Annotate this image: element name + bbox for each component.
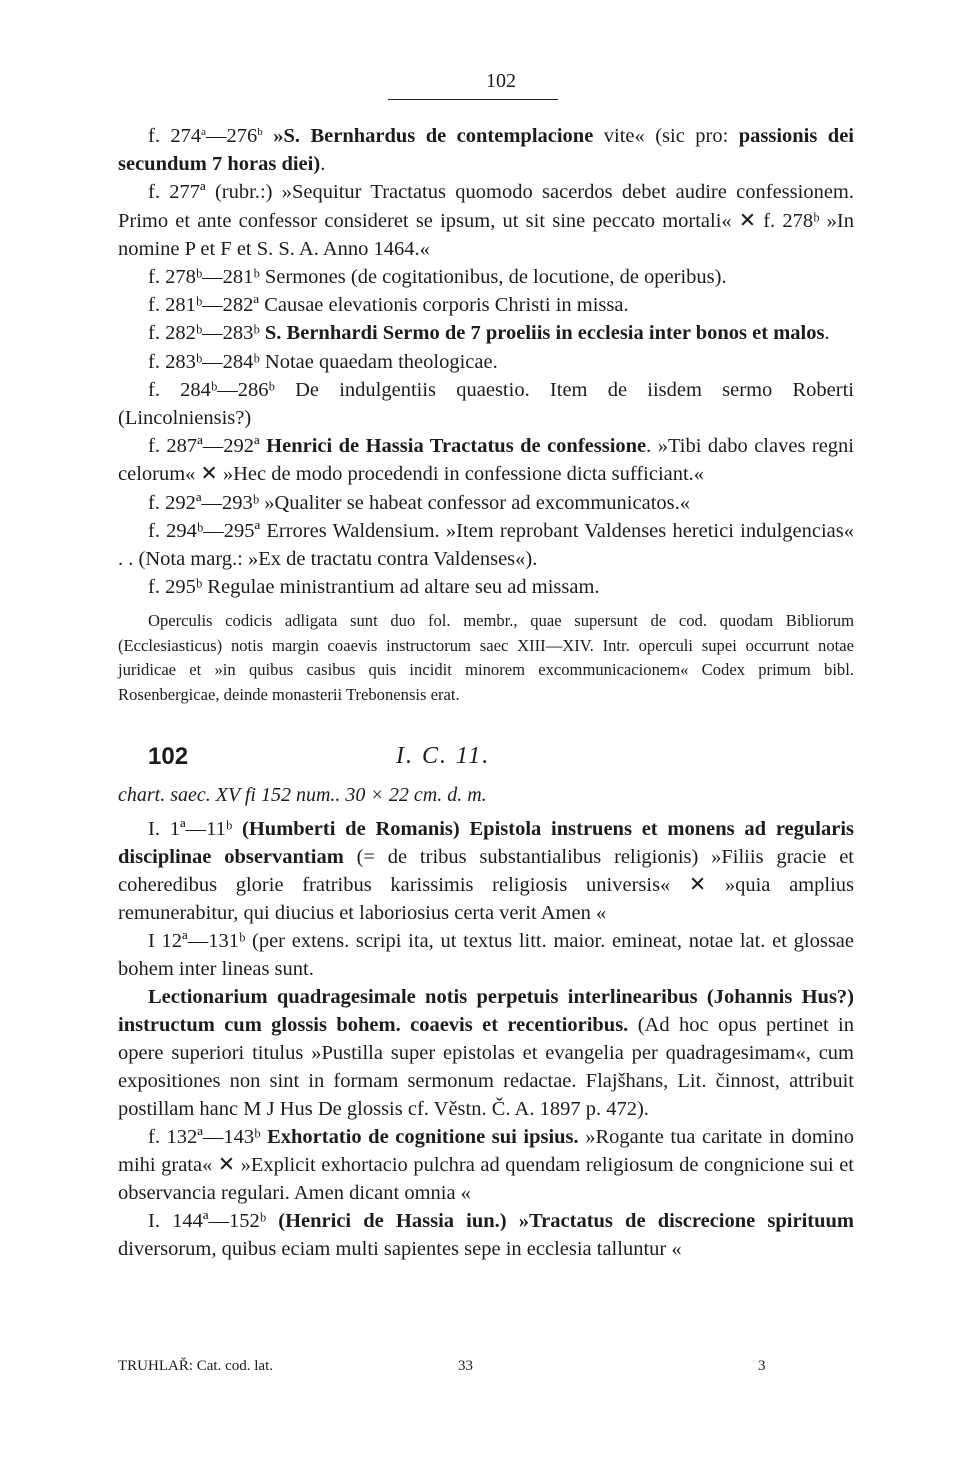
entry-text: . »Tibi dabo claves regni celorum« ✕ »Hec de modo procedendi in confessione dicta sufficiant.« xyxy=(118,435,854,486)
page-footer xyxy=(118,1358,818,1382)
entry-title-2: passionis dei secundum 7 horas diei) xyxy=(118,125,854,176)
entry-title: Lectionarium quadragesimale notis perpetuis interlinearibus (Johannis Hus?) instructum cum glossis bohem. coaevis et recentioribus. xyxy=(118,986,854,1037)
codex-number: 102 xyxy=(148,743,189,771)
contents-item-3 xyxy=(118,983,854,1123)
folio-ref: I. 1ª—11ᵇ xyxy=(148,818,233,841)
page-number: 102 xyxy=(486,70,516,92)
contents-item-2: I 12ª—131ᵇ (per extens. scripi ita, ut textus litt. maior. emineat, notae lat. et glossae bohem inter lineas sunt. xyxy=(118,930,854,981)
entry-284: f. 284ᵇ—286ᵇ De indulgentiis quaestio. Item de iisdem sermo Roberti (Lincolniensis?) xyxy=(118,378,854,430)
entry-283: f. 283ᵇ—284ᵇ Notae quaedam theologicae. xyxy=(148,350,498,373)
entry-end: . xyxy=(320,153,326,176)
entry-text: diversorum, quibus eciam multi sapientes sepe in ecclesia talluntur « xyxy=(118,1238,682,1261)
folio-ref: f. 274$^a$—276$^b$ xyxy=(148,125,263,147)
entry-title: (Humberti de Romanis) Epistola instruens et monens ad regularis disciplinae observantiam xyxy=(118,818,855,869)
entry-text: (Ad hoc opus pertinet in opere superiori titulus »Pustilla super epistolas et evangelia per quadragesimam«, cum expositiones non sint in formam sermonum redactae. Flajšhans, Lit. činnost, attribuit postillam hanc M J Hus De glossis cf. Věstn. Č. A. 1897 p. 472). xyxy=(118,1014,854,1121)
entry-292: f. 292ª—293ᵇ »Qualiter se habeat confessor ad excommunicatos.« xyxy=(148,491,690,514)
entry-title-2: »Tractatus de discrecione spirituum xyxy=(506,1210,854,1233)
footer-author: TRUHLAŘ: Cat. cod. lat. xyxy=(118,1358,273,1374)
entry-277: f. 277ª (rubr.:) »Sequitur Tractatus quomodo sacerdos debet audire confessionem. Primo et ante confessor consideret se ipsum, ut sit sine peccato mortali« ✕ f. 278ᵇ »In nomine P et F et S. S. A. Anno 1464.« xyxy=(118,181,854,260)
entry-282 xyxy=(118,319,854,347)
binding-note: Operculis codicis adligata sunt duo fol. membr., quae supersunt de cod. quodam Bibliorum (Ecclesiasticus) notis margin coaevis instructorum saec XIII—XIV. Intr. operculi supei occurrunt notae juridicae et »in quibus casibus quis incidit minorem excommunicacionem« Codex primum bibl. Rosenbergicae, deinde monasterii Trebonensis erat. xyxy=(118,611,854,704)
entry-text: (= de tribus substantialibus religionis) »Filiis gracie et coheredibus glorie fratribus karissimis religiosis universis« ✕ »quia amplius remunerabitur, qui diucius et laboriosius certa verit Amen « xyxy=(118,846,854,925)
codex-description: chart. saec. XV fi 152 num.. 30 × 22 cm. d. m. xyxy=(118,784,487,807)
entry-end: . xyxy=(824,322,830,345)
entry-title: »S. Bernhardus de contemplacione xyxy=(273,125,594,147)
entry-281: f. 281ᵇ—282ª Causae elevationis corporis Christi in missa. xyxy=(148,294,629,317)
codex-heading xyxy=(118,737,854,781)
entry-title: S. Bernhardi Sermo de 7 proeliis in ecclesia inter bonos et malos xyxy=(264,322,825,345)
entry-278: f. 278ᵇ—281ᵇ Sermones (de cogitationibus, de locutione, de operibus). xyxy=(148,266,727,289)
footer-sheet-number: 33 xyxy=(458,1358,473,1374)
entry-text: vite« (sic pro: xyxy=(593,125,739,147)
entry-title: (Henrici de Hassia iun.) xyxy=(278,1210,507,1233)
entry-287 xyxy=(118,432,854,488)
contents-item-5 xyxy=(118,1207,854,1263)
entry-294: f. 294ᵇ—295ª Errores Waldensium. »Item reprobant Valdenses heretici indulgencias« . . (Nota marg.: »Ex de tractatu contra Valdenses«). xyxy=(118,519,854,571)
entry-text: »Rogante tua caritate in domino mihi grata« ✕ »Explicit exhortacio pulchra ad quendam religiosum de congnicione sui et observancia regulari. Amen dicant omnia « xyxy=(118,1126,854,1205)
folio-ref: I. 144ª—152ᵇ xyxy=(148,1210,267,1233)
header-rule xyxy=(388,99,558,100)
entry-title: Exhortatio de cognitione sui ipsius. xyxy=(267,1126,579,1149)
contents-item-4 xyxy=(118,1123,854,1207)
folio-ref: f. 282ᵇ—283ᵇ xyxy=(148,322,260,345)
folio-ref: f. 132ª—143ᵇ xyxy=(148,1126,261,1149)
document-page xyxy=(118,70,854,1263)
codex-signature: I. C. 11. xyxy=(396,743,491,770)
entry-274 xyxy=(118,122,854,178)
folio-ref: f. 287ª—292ª xyxy=(148,435,260,458)
footer-signature-mark: 3 xyxy=(758,1358,766,1374)
contents-item-1 xyxy=(118,815,854,927)
entry-title: Henrici de Hassia Tractatus de confessione xyxy=(266,435,647,458)
entry-295: f. 295ᵇ Regulae ministrantium ad altare seu ad missam. xyxy=(148,576,600,599)
